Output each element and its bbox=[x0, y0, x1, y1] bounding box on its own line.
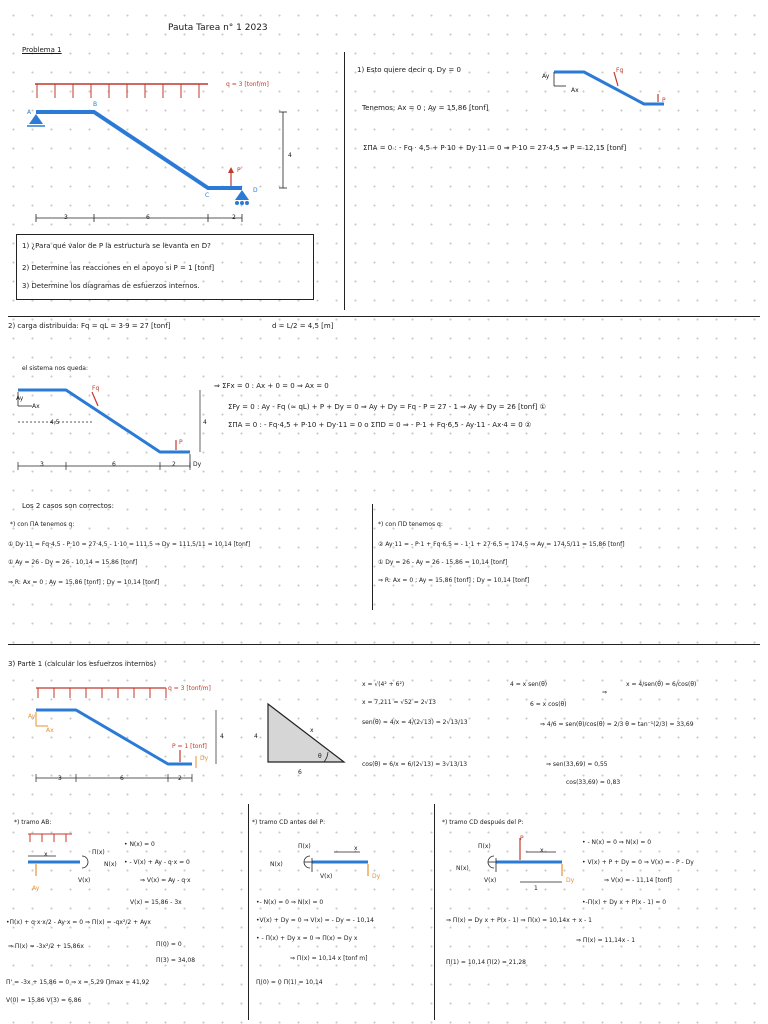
part2-dim-2: 2 bbox=[172, 461, 176, 468]
part1-line1: 1) Esto quiere decir q. Dy = 0 bbox=[357, 66, 461, 74]
divider-part3 bbox=[8, 644, 760, 645]
part2-right-3: ⇒ R: Ax = 0 ; Ay = 15,86 [tonf] ; Dy = 10,14 [tonf] bbox=[378, 577, 530, 584]
cd2-head: *) tramo CD después del P: bbox=[442, 819, 524, 826]
part2-header: 2) carga distribuida: Fq = qL = 3·9 = 27 [tonf] bbox=[8, 322, 171, 330]
divider-part2 bbox=[8, 316, 760, 317]
problem-structure-diagram bbox=[20, 70, 310, 230]
divider-top bbox=[344, 52, 345, 310]
part2-both: Los 2 casos son correctos: bbox=[22, 502, 114, 510]
part1-ay: Ay bbox=[542, 73, 550, 80]
part3-ay: Ay bbox=[28, 713, 36, 720]
roller-support-d bbox=[235, 190, 249, 200]
part1-fq: Fq bbox=[616, 67, 624, 74]
divider-part2-cases bbox=[372, 504, 373, 610]
ab-q1: • N(x) = 0 bbox=[124, 841, 155, 848]
cd1-c3: • - Π(x) + Dy x = 0 ⇒ Π(x) = Dy x bbox=[256, 935, 358, 942]
node-c-label: C bbox=[205, 192, 210, 199]
part2-dim-6: 6 bbox=[112, 461, 116, 468]
part3-ax: Ax bbox=[46, 727, 54, 734]
part2-p: P bbox=[179, 439, 183, 446]
geom-h2: 6 = x cos(θ) bbox=[530, 701, 567, 708]
part2-eq2: ΣFy = 0 : Ay - Fq (≈ qL) + P + Dy = 0 ⇒ Ay + Dy = Fq - P = 27 - 1 ⇒ Ay + Dy = 26 [tonf] ① bbox=[228, 403, 546, 411]
dim-right: 2 bbox=[232, 214, 236, 221]
part2-ax: Ax bbox=[32, 403, 40, 410]
part3-dim-3: 3 bbox=[58, 775, 62, 782]
question-3: 3) Determine los diagramas de esfuerzos internos. bbox=[22, 282, 200, 290]
cd1-c2: •V(x) + Dy = 0 ⇒ V(x) = - Dy = - 10,14 bbox=[256, 917, 374, 924]
part1-line2: Tenemos: Ax = 0 ; Ay = 15,86 [tonf] bbox=[362, 104, 489, 112]
part2-left-2: ① Ay = 26 - Dy = 26 - 10,14 = 15,86 [tonf] bbox=[8, 559, 138, 566]
cd1-c5: Π(0) = 0 Π(1) = 10,14 bbox=[256, 979, 323, 986]
cd1-vx: V(x) bbox=[320, 873, 333, 880]
node-d-label: D bbox=[253, 187, 258, 194]
ab-m3: Π(0) = 0 bbox=[156, 941, 182, 948]
cd1-c1: •- N(x) = 0 ⇒ N(x) = 0 bbox=[256, 899, 324, 906]
page-title: Pauta Tarea n° 1 2023 bbox=[168, 23, 268, 33]
cd1-head: *) tramo CD antes del P: bbox=[252, 819, 326, 826]
node-a-label: A bbox=[27, 109, 32, 116]
dim-height: 4 bbox=[288, 152, 292, 159]
triangle-side-6: 6 bbox=[298, 769, 302, 776]
geom-h4: ⇒ 4/6 = sen(θ)/cos(θ) = 2/3 θ = tan⁻¹(2/3) = 33,69 bbox=[540, 721, 694, 728]
cd2-c2: • V(x) + P + Dy = 0 ⇒ V(x) = - P - Dy bbox=[582, 859, 694, 866]
ab-m5: Π' = -3x + 15,86 = 0 ⇒ x = 5,29 Πmax = 41,92 bbox=[6, 979, 150, 986]
cd1-c4: ⇒ Π(x) = 10,14 x [tonf m] bbox=[290, 955, 368, 962]
questions-box bbox=[16, 234, 314, 300]
part2-ay: Ay bbox=[16, 395, 24, 402]
geom-h3: x = 4/sen(θ) = 6/cos(θ) bbox=[626, 681, 697, 688]
cd2-c7: Π(1) = 10,14 Π(2) = 21,28 bbox=[446, 959, 526, 966]
cd2-one: 1 bbox=[534, 885, 538, 892]
part2-dy: Dy bbox=[193, 461, 202, 468]
cd2-vx: V(x) bbox=[484, 877, 497, 884]
ab-q2: • - V(x) + Ay - q·x = 0 bbox=[124, 859, 190, 866]
part2-right-1: ② Ay·11 = - P·1 + Fq·6,5 = - 1·1 + 27·6,5 = 174,5 ⇒ Ay = 174,5/11 = 15,86 [tonf] bbox=[378, 541, 625, 548]
part2-right-2: ① Dy = 26 - Ay = 26 - 15,86 = 10,14 [tonf] bbox=[378, 559, 508, 566]
beam bbox=[36, 112, 242, 188]
ab-m6: V(0) = 15,86 V(3) = 6,86 bbox=[6, 997, 82, 1004]
p-label: P bbox=[237, 167, 241, 174]
ab-m1: •Π(x) + q·x·x/2 - Ay·x = 0 ⇒ Π(x) = -qx²/2 + Ayx bbox=[6, 919, 151, 926]
part2-left-3: ⇒ R: Ax = 0 ; Ay = 15,86 [tonf] ; Dy = 10,14 [tonf] bbox=[8, 579, 160, 586]
part3-header: 3) Parte 1 (calcular los esfuerzos internos) bbox=[8, 660, 157, 668]
geom-3: sen(θ) = 4/x = 4/(2√13) = 2√13/13 bbox=[362, 719, 468, 726]
part1-line3: ΣΠA = 0 : - Fq · 4,5 + P·10 + Dy·11 = 0 ⇒ P·10 = 27·4,5 ⇒ P = 12,15 [tonf] bbox=[363, 144, 627, 152]
geom-4: cos(θ) = 6/x = 6/(2√13) = 3√13/13 bbox=[362, 761, 468, 768]
problem-heading: Problema 1 bbox=[22, 46, 62, 54]
part1-ax: Ax bbox=[571, 87, 579, 94]
part2-left-head: *) con ΠA tenemos q: bbox=[10, 521, 75, 528]
cd1-x: x bbox=[354, 845, 358, 852]
divider-ab-cd1 bbox=[248, 804, 249, 1020]
cd1-nx: N(x) bbox=[270, 861, 283, 868]
question-1: 1) ¿Para qué valor de P la estructura se levanta en D? bbox=[22, 242, 211, 250]
cd2-nx: N(x) bbox=[456, 865, 469, 872]
part2-eq3: ΣΠA = 0 : - Fq·4,5 + P·10 + Dy·11 = 0 o ΣΠD = 0 ⇒ - P·1 + Fq·6,5 - Ay·11 - Ax·4 = 0 ② bbox=[228, 421, 532, 429]
part1-p: P bbox=[662, 97, 666, 104]
part2-dim-4: 4 bbox=[203, 419, 207, 426]
part3-p-label: P = 1 [tonf] bbox=[172, 743, 207, 750]
cd1-dy: Dy bbox=[372, 873, 381, 880]
dim-left: 3 bbox=[64, 214, 68, 221]
ab-ay: Ay bbox=[32, 885, 40, 892]
cd1-mx: Π(x) bbox=[298, 843, 311, 850]
divider-cd1-cd2 bbox=[434, 804, 435, 1020]
geom-2: x = 7,211 = √52 = 2√13 bbox=[362, 699, 436, 706]
part2-dim-3: 3 bbox=[40, 461, 44, 468]
cd2-p: P bbox=[520, 835, 524, 842]
geom-h6: cos(33,69) = 0,83 bbox=[566, 779, 621, 786]
part1-diagram bbox=[540, 60, 680, 120]
cd2-c6: ⇒ Π(x) = 11,14x - 1 bbox=[576, 937, 636, 944]
ab-m2: ⇒ Π(x) = -3x²/2 + 15,86x bbox=[8, 943, 84, 950]
cd2-c1: • - N(x) = 0 ⇒ N(x) = 0 bbox=[582, 839, 652, 846]
part2-eq1: ⇒ ΣFx = 0 : Ax + 0 = 0 ⇒ Ax = 0 bbox=[214, 382, 329, 390]
part3-dim-4: 4 bbox=[220, 733, 224, 740]
part2-left-1: ① Dy·11 = Fq·4,5 - P·10 = 27·4,5 - 1·10 = 111,5 ⇒ Dy = 111,5/11 = 10,14 [tonf] bbox=[8, 541, 251, 548]
dim-mid: 6 bbox=[146, 214, 150, 221]
ab-q4: V(x) = 15,86 - 3x bbox=[130, 899, 182, 906]
geometry-triangle bbox=[262, 700, 348, 768]
part2-right-head: *) con ΠD tenemos q: bbox=[378, 521, 443, 528]
cd2-c4: •-Π(x) + Dy x + P(x - 1) = 0 bbox=[582, 899, 667, 906]
question-2: 2) Determine las reacciones en el apoyo si P = 1 [tonf] bbox=[22, 264, 215, 272]
part3-load-label: q = 3 [tonf/m] bbox=[168, 685, 211, 692]
part2-fq: Fq bbox=[92, 385, 100, 392]
ab-free-body bbox=[22, 830, 106, 886]
cd2-x: x bbox=[540, 847, 544, 854]
ab-q3: ⇒ V(x) = Ay - q·x bbox=[140, 877, 191, 884]
cd2-c3: ⇒ V(x) = - 11,14 [tonf] bbox=[604, 877, 672, 884]
ab-x: x bbox=[44, 851, 48, 858]
part2-header-d: d = L/2 = 4,5 [m] bbox=[272, 322, 334, 330]
part2-dim-45: 4,5 bbox=[50, 419, 60, 426]
load-label: q = 3 [tonf/m] bbox=[226, 81, 269, 88]
part3-dy: Dy bbox=[200, 755, 209, 762]
geom-1: x = √(4² + 6²) bbox=[362, 681, 405, 688]
part3-dim-2: 2 bbox=[178, 775, 182, 782]
triangle-theta: θ bbox=[318, 753, 322, 760]
node-b-label: B bbox=[93, 101, 98, 108]
ab-head: *) tramo AB: bbox=[14, 819, 52, 826]
part3-dim-6: 6 bbox=[120, 775, 124, 782]
triangle-hyp-x: x bbox=[310, 727, 314, 734]
part3-diagram bbox=[26, 680, 226, 790]
geom-h1: 4 = x sen(θ) bbox=[510, 681, 548, 688]
ab-mx: Π(x) bbox=[92, 849, 105, 856]
cd2-dy: Dy bbox=[566, 877, 575, 884]
geom-h5: ⇒ sen(33,69) = 0,55 bbox=[546, 761, 608, 768]
part2-sub: el sistema nos queda: bbox=[22, 365, 88, 372]
ab-vx: V(x) bbox=[78, 877, 91, 884]
cd2-c5: ⇒ Π(x) = Dy x + P(x - 1) ⇒ Π(x) = 10,14x + x - 1 bbox=[446, 917, 592, 924]
triangle-side-4: 4 bbox=[254, 733, 258, 740]
ab-nx: N(x) bbox=[104, 861, 117, 868]
geom-h-arrow: ⇒ bbox=[602, 689, 608, 696]
ab-m4: Π(3) = 34,08 bbox=[156, 957, 196, 964]
distributed-load-arrows bbox=[37, 84, 199, 98]
cd2-mx: Π(x) bbox=[478, 843, 491, 850]
